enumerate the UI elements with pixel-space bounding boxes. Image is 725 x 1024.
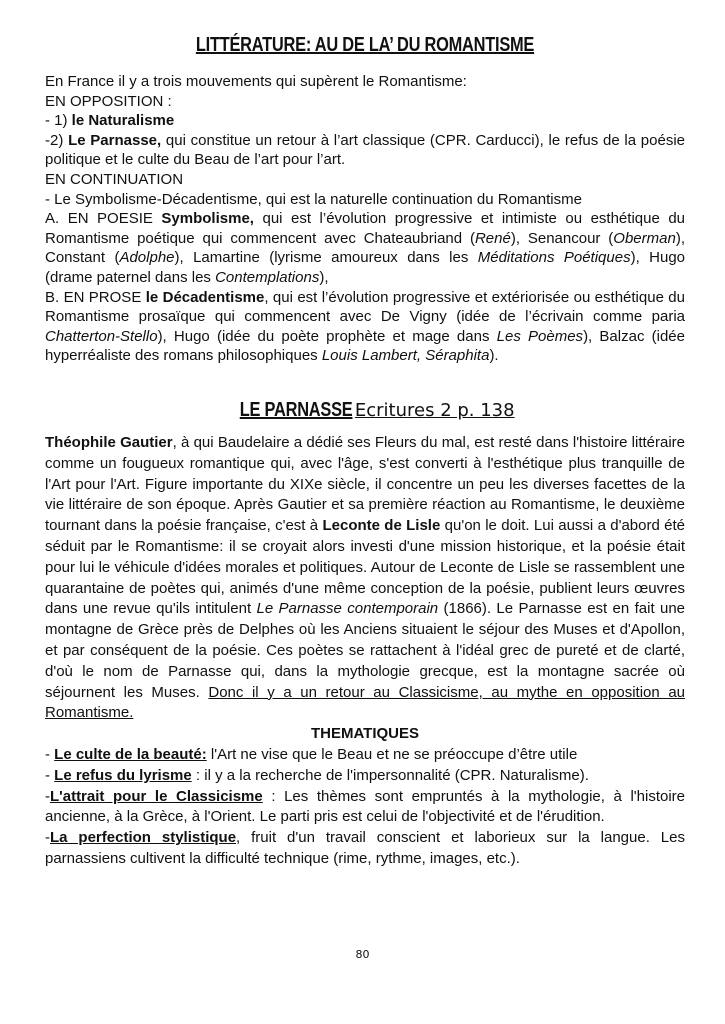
theme-label: Le culte de la beauté: bbox=[54, 745, 207, 763]
author-name: Théophile Gautier bbox=[45, 434, 173, 451]
continuation-heading bbox=[45, 170, 685, 190]
theme-label: L'attrait pour le Classicisme bbox=[50, 787, 263, 805]
opposition-heading bbox=[45, 92, 685, 112]
theme-prefix: - bbox=[45, 745, 55, 763]
theme-text: : Les thèmes sont empruntés à la mythologie, à l'histoire ancienne, à la Grèce, à l'Orient. Le parti pris est celui de l'objectivité et de l'érudition. bbox=[45, 787, 685, 826]
item2-text: qui constitue un retour à l’art classique (CPR. Carducci), le refus de la poésie politique et le culte du Beau de l’art pour l’art. bbox=[45, 131, 685, 169]
continuation-text: EN CONTINUATION bbox=[45, 170, 184, 188]
naturalisme-item bbox=[45, 111, 685, 131]
poesie-text: qui est l’évolution progressive et intimiste ou esthétique du Romantisme poétique qui commencent avec Chateaubriand ( bbox=[45, 210, 685, 247]
poesie-text: ), Senancour ( bbox=[510, 229, 614, 247]
prose-text: ). bbox=[489, 347, 499, 365]
poesie-paragraph bbox=[45, 209, 685, 287]
theme-label: Le refus du lyrisme bbox=[54, 766, 192, 784]
work-title: Chatterton-Stello bbox=[45, 327, 158, 345]
poesie-text: ), Constant ( bbox=[45, 229, 685, 267]
poesie-text: ), Lamartine (lyrisme amoureux dans les bbox=[174, 249, 478, 267]
item2-prefix: -2) bbox=[45, 131, 69, 149]
work-title: Les Poèmes bbox=[496, 327, 584, 345]
symbolisme-line bbox=[45, 190, 685, 210]
work-title: Louis Lambert, Séraphita bbox=[321, 347, 490, 365]
prose-text: ), Balzac (idée hyperréaliste des romans philosophiques bbox=[45, 327, 685, 365]
theme-item bbox=[45, 766, 685, 787]
parnasse-paragraph bbox=[45, 433, 685, 745]
review-title: Le Parnasse contemporain bbox=[256, 600, 439, 618]
intro-line-text: En France il y a trois mouvements qui supèrent le Romantisme: bbox=[45, 73, 467, 90]
parnasse-item bbox=[45, 131, 685, 170]
theme-text: l'Art ne vise que le Beau et ne se préoccupe d’être utile bbox=[206, 745, 578, 763]
page-number: 80 bbox=[355, 948, 370, 961]
parnasse-title: LE PARNASSE bbox=[240, 399, 353, 421]
author-name: Leconte de Lisle bbox=[322, 517, 441, 535]
textbook-reference: Ecritures 2 p. 138 bbox=[354, 400, 515, 421]
paragraph-text: qu'on le doit. Lui aussi a d'abord été séduit par le Romantisme: il se croyait alors investi d'une mission historique, et la poésie était pour lui le véhicule d'idées morales et politiques. Autour de Leconte de Lisle se rassemblent une quarantaine de poètes qui, animés d'une même conception de la poésie, publient leurs œuvres dans une revue qu'ils intitulent bbox=[45, 517, 685, 618]
item2-label: Le Parnasse, bbox=[68, 131, 162, 149]
parnasse-section bbox=[45, 433, 685, 870]
thematiques-heading: THEMATIQUES bbox=[310, 725, 420, 743]
item1-label: le Naturalisme bbox=[71, 112, 175, 130]
work-title: Oberman bbox=[613, 229, 676, 247]
theme-item bbox=[45, 745, 685, 766]
theme-prefix: - bbox=[45, 829, 50, 847]
work-title: Contemplations bbox=[215, 268, 320, 286]
poesie-prefix: A. EN POESIE bbox=[45, 210, 162, 228]
conclusion-text: Donc il y a un retour au Classicisme, au mythe en opposition au Romantisme. bbox=[45, 683, 685, 722]
theme-prefix: - bbox=[45, 766, 55, 784]
intro-section bbox=[45, 72, 685, 366]
theme-text: : il y a la recherche de l'impersonnalité (CPR. Naturalisme). bbox=[191, 766, 589, 784]
paragraph-text: (1866). Le Parnasse est en fait une montagne de Grèce près de Delphes où les Anciens situaient le séjour des Muses et d'Apollon, et par conséquent de la poésie. Ces poètes se rattachent à l'idéal grec de pureté et de clarté, d'où le nom de Parnasse qui, dans la mythologie grecque, est la montagne sacrée où séjournent les Muses. bbox=[45, 600, 686, 701]
work-title: Adolphe bbox=[119, 249, 175, 267]
theme-prefix: - bbox=[45, 787, 50, 805]
item1-prefix: - 1) bbox=[45, 112, 72, 130]
poesie-text: ), Hugo (drame paternel dans les bbox=[45, 249, 686, 286]
prose-prefix: B. EN PROSE bbox=[45, 288, 146, 306]
theme-text: , fruit d'un travail conscient et laborieux sur la langue. Les parnassiens cultivent la difficulté technique (rime, rythme, images, etc.). bbox=[45, 829, 685, 867]
prose-text: ), Hugo (idée du poète prophète et mage dans bbox=[157, 327, 497, 345]
theme-item bbox=[45, 828, 685, 870]
prose-paragraph bbox=[45, 288, 685, 366]
theme-label: La perfection stylistique bbox=[50, 829, 237, 847]
page-title: LITTÉRATURE: AU DE LA’ DU ROMANTISME bbox=[195, 34, 535, 56]
section-title bbox=[45, 399, 685, 422]
work-title: Méditations Poétiques bbox=[477, 249, 631, 267]
poesie-label: Symbolisme, bbox=[161, 210, 254, 228]
paragraph-text: , à qui Baudelaire a dédié ses Fleurs du mal, est resté dans l'histoire littéraire comme un fougueux romantique qui, avec l'âge, s'est converti à l'esthétique plus tranquille de l'Art pour l'Art. Figure importante du XIXe siècle, il concentre un peu les diverses facettes de la vie littéraire de son époque. Après Gautier et sa première réaction au Romantisme, le deuxième tournant dans la poésie française, c'est à bbox=[45, 434, 685, 535]
symbolisme-text: - Le Symbolisme-Décadentisme, qui est la naturelle continuation du Romantisme bbox=[45, 190, 582, 208]
intro-line bbox=[45, 72, 685, 92]
work-title: René bbox=[474, 229, 511, 247]
theme-item bbox=[45, 787, 685, 829]
prose-label: le Décadentisme bbox=[145, 288, 265, 306]
poesie-text: ), bbox=[319, 268, 329, 286]
opposition-text: EN OPPOSITION : bbox=[45, 92, 172, 110]
prose-text: , qui est l’évolution progressive et extériorisée ou esthétique du Romantisme prosaïque qui commencent avec De Vigny (idée de l’écrivain comme paria bbox=[45, 288, 685, 326]
